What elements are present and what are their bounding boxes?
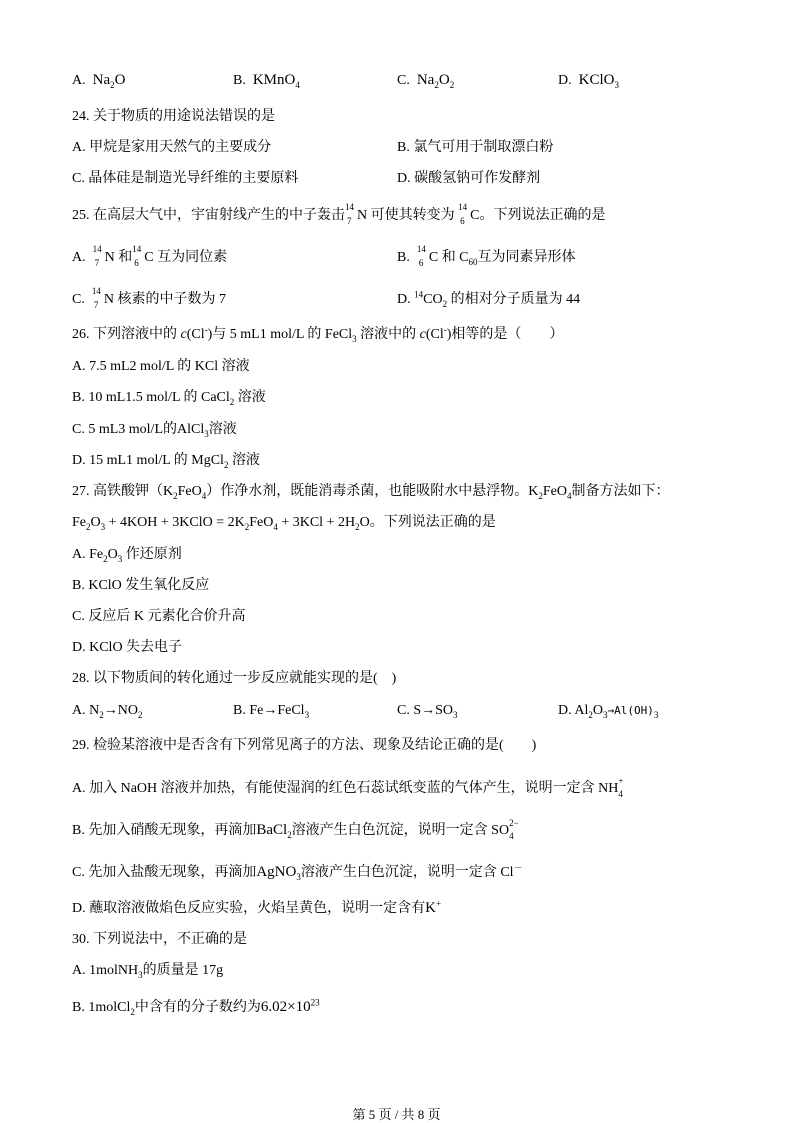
q24-option-d: D. 碳酸氢钠可作发酵剂	[397, 171, 541, 186]
q27-stem: 27. 高铁酸钾$(K_2FeO_4)$作净水剂，既能消毒杀菌，也能吸附水中悬浮物。$K_2FeO_4$制备方法如下：	[72, 484, 670, 501]
q28-option-d: D. $Al_2O_3\to Al(OH)_3$	[558, 703, 659, 720]
q27-option-a: A. $Fe_2O_3$ 作还原剂	[72, 547, 182, 564]
q29-option-a: A. 加入 NaOH 溶液并加热，有能使湿润的红色石蕊试纸变蓝的气体产生，说明一定含 NH + 4	[72, 776, 624, 799]
q23-option-d: D. KClO$_3$	[558, 72, 619, 90]
q24-stem: 24. 关于物质的用途说法错误的是	[72, 109, 275, 124]
q28-option-c: C. $S\to SO_3$	[397, 703, 458, 720]
q25-option-d: D. $^{14}CO_2$ 的相对分子质量为 44	[397, 289, 581, 309]
q29-option-b: B. 先加入硝酸无现象，再滴加BaCl$_2$溶液产生白色沉淀，说明一定含 SO 2− 4	[72, 817, 519, 841]
q30-stem: 30. 下列说法中，不正确的是	[72, 932, 247, 947]
q25-option-b: B. 14 6 C 和 $C_{60}$互为同素异形体	[397, 244, 576, 268]
q25-stem: 25. 在高层大气中，宇宙射线产生的中子轰击 14 7 N 可使其转变为 14 6 C。下列说法正确的是	[72, 202, 606, 226]
q27-option-b: B. KClO 发生氧化反应	[72, 578, 210, 593]
q26-stem: 26. 下列溶液中的 c(Cl-)与 5 mL1 mol/L 的 FeCl$_3$ 溶液中的 c(Cl-)相等的是（ ）	[72, 324, 564, 344]
nuclide-c14: 14 6	[458, 202, 468, 226]
q30-option-a: A. 1molNH$_3$的质量是 17g	[72, 963, 224, 980]
q29-stem: 29. 检验某溶液中是否含有下列常见离子的方法、现象及结论正确的是( )	[72, 738, 537, 753]
q26-option-c: C. 5 mL3 mol/L的AlCl$_3$溶液	[72, 422, 237, 439]
q24-option-c: C. 晶体硅是制造光导纤维的主要原料	[72, 171, 299, 186]
q28-stem: 28. 以下物质间的转化通过一步反应就能实现的是( )	[72, 671, 397, 686]
q27-equation: $Fe_2O_3 + 4KOH$ + 3KClO = $2K_2FeO_4 + 3KCl + 2H_2O$。下列说法正确的是	[72, 515, 496, 532]
q28-option-b: B. Fe→FeCl$_3$	[233, 703, 310, 720]
q28-option-a: A. $N_2\to NO_2$	[72, 703, 143, 720]
q29-option-d: D. 蘸取溶液做焰色反应实验，火焰呈黄色，说明一定含有K+	[72, 898, 442, 916]
q25-option-c: C. 14 7 N 核素的中子数为 7	[72, 286, 226, 310]
q29-option-c: C. 先加入盐酸无现象，再滴加AgNO$_3$溶液产生白色沉淀，说明一定含 Cl－	[72, 862, 523, 882]
q23-option-a: A. $Na_2O$	[72, 72, 126, 90]
q25-option-a: A. 14 7 N 和 14 6 C 互为同位素	[72, 244, 228, 268]
page-number: 第 5 页 / 共 8 页	[352, 1107, 441, 1122]
q23-option-b: B. KMnO$_4$	[233, 72, 300, 90]
nuclide-n14: 14 7	[345, 202, 354, 226]
q27-option-c: C. 反应后 K 元素化合价升高	[72, 609, 246, 624]
q26-option-a: A. 7.5 mL2 mol/L 的 KCl 溶液	[72, 359, 250, 374]
q26-option-b: B. 10 mL1.5 mol/L 的 CaCl$_2$ 溶液	[72, 390, 266, 407]
q30-option-b: B. 1molCl$_2$中含有的分子数约为$6.02\times 10^{23}$	[72, 997, 320, 1017]
q27-option-d: D. KClO 失去电子	[72, 640, 183, 655]
q23-option-c: C. $Na_2O_2$	[397, 72, 455, 90]
q24-option-a: A. 甲烷是家用天然气的主要成分	[72, 140, 272, 155]
q24-option-b: B. 氯气可用于制取漂白粉	[397, 140, 554, 155]
q26-option-d: D. 15 mL1 mol/L 的 MgCl$_2$ 溶液	[72, 453, 260, 470]
